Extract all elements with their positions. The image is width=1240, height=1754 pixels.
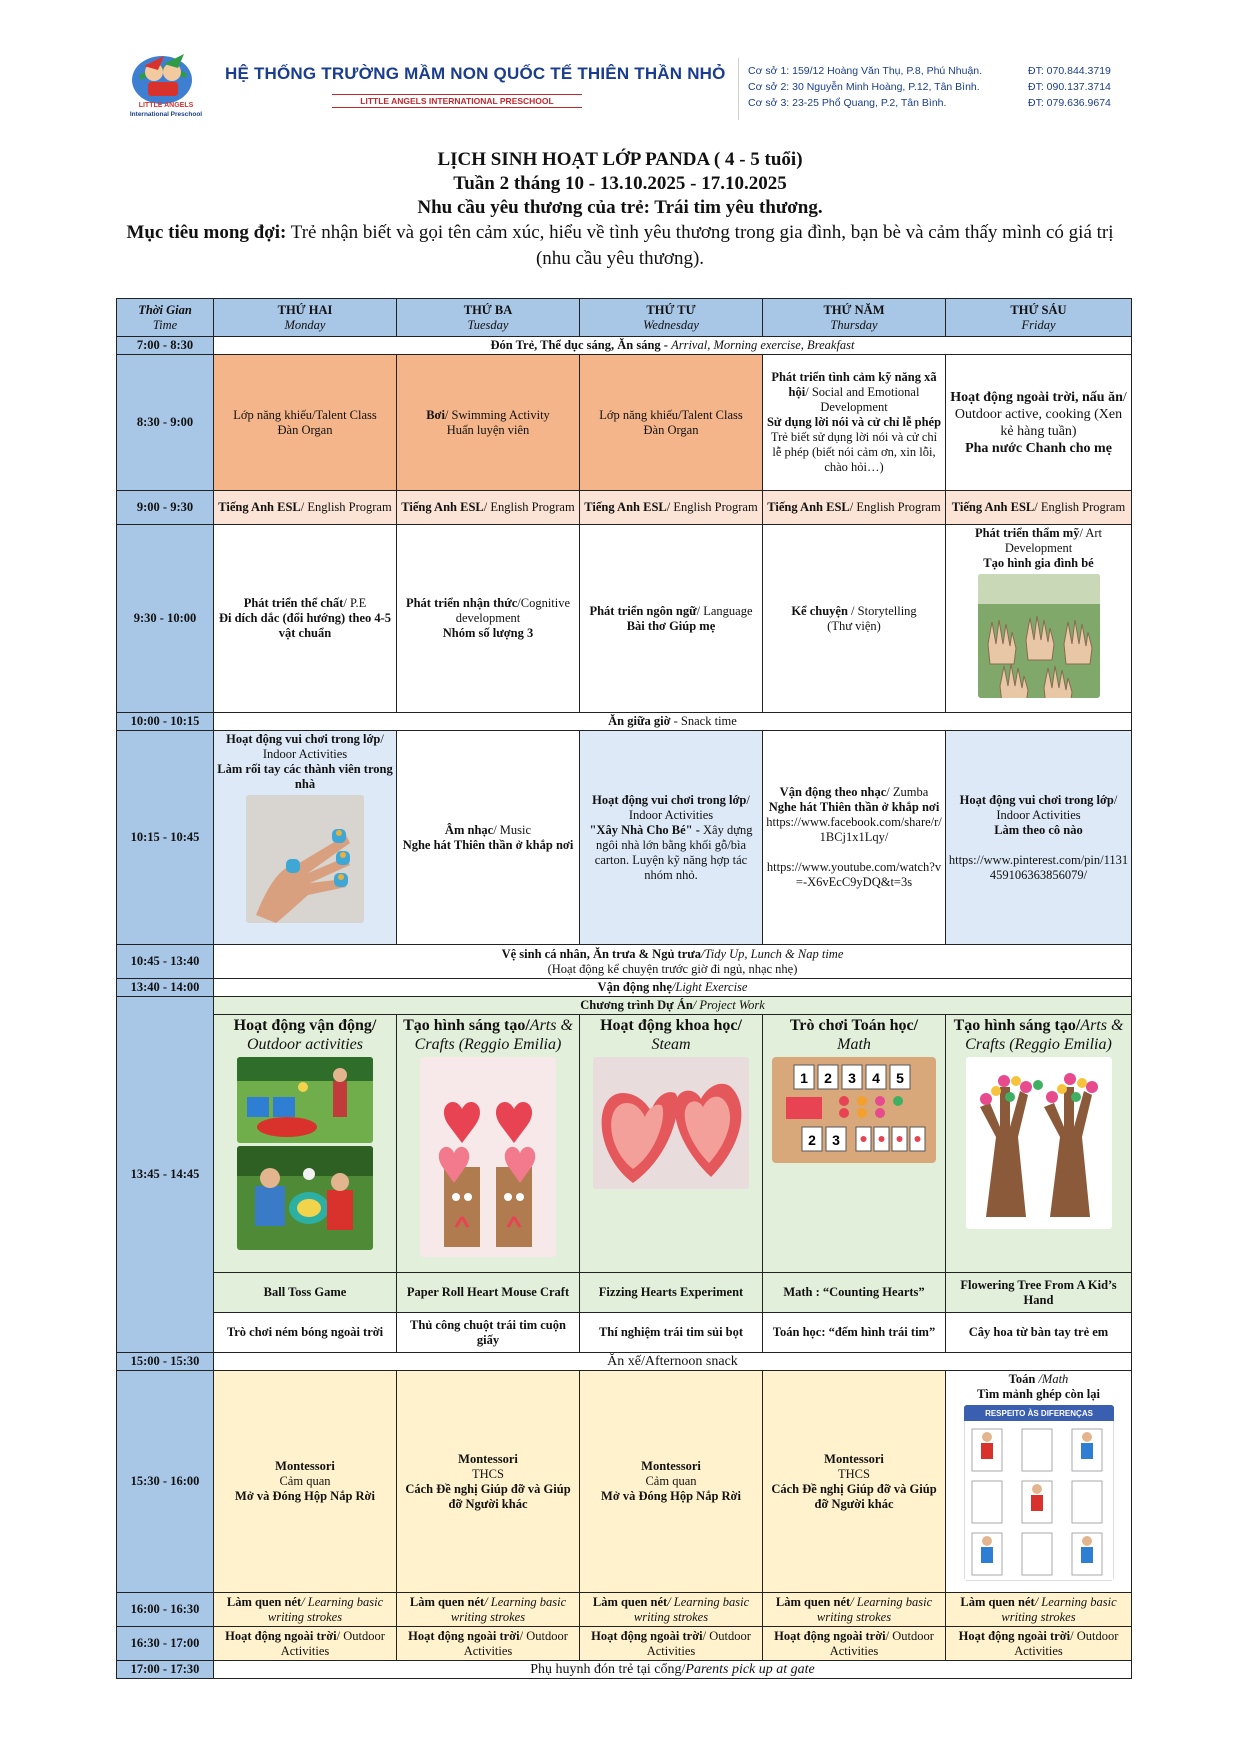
number-card-label: 2 — [824, 1070, 832, 1086]
dot — [879, 1136, 885, 1142]
family-hands-image — [978, 574, 1100, 698]
dot — [897, 1136, 903, 1142]
heart-token — [893, 1096, 903, 1106]
campus-phone: ĐT: 079.636.9674 — [1028, 97, 1111, 109]
row-outdoor — [117, 1627, 1132, 1661]
project-card-friday: Tạo hình sáng tạo/Arts & Crafts (Reggio Emilia) — [946, 1015, 1132, 1273]
day-header-thursday: THỨ NĂM Thursday — [763, 299, 946, 337]
heart-token — [857, 1108, 867, 1118]
time-cell: 10:45 - 13:40 — [117, 945, 214, 979]
theme-title: Nhu cầu yêu thương của trẻ: Trái tim yêu thương. — [417, 197, 823, 218]
snack-cell: Ăn giữa giờ - Snack time — [214, 713, 1132, 731]
outdoor-cell: Hoạt động ngoài trời/ Outdoor Activities — [946, 1627, 1132, 1661]
campus-address: Cơ sở 2: 30 Nguyễn Minh Hoàng, P.12, Tân Bình. — [748, 81, 980, 93]
goal-text — [110, 220, 1130, 272]
project-card-wednesday: Hoạt động khoa học/ Steam — [580, 1015, 763, 1273]
english-cell: Tiếng Anh ESL/ English Program — [946, 491, 1132, 525]
row-writing — [117, 1593, 1132, 1627]
talent-monday: Lớp năng khiếu/Talent Class Đàn Organ — [214, 355, 397, 491]
svg-text:International Preschool: International Preschool — [129, 111, 203, 118]
row-project-names-vi — [117, 1313, 1132, 1353]
time-cell: 9:00 - 9:30 — [117, 491, 214, 525]
project-name-vi: Thí nghiệm trái tim sủi bọt — [580, 1313, 763, 1353]
goal-label: Mục tiêu mong đợi: — [126, 222, 287, 243]
writing-cell: Làm quen nét/ Learning basic writing strokes — [763, 1593, 946, 1627]
week-title: Tuần 2 tháng 10 - 13.10.2025 - 17.10.2025 — [453, 173, 787, 194]
outdoor-cell: Hoạt động ngoài trời/ Outdoor Activities — [397, 1627, 580, 1661]
time-header: Thời Gian Time — [117, 299, 214, 337]
campus-2 — [748, 79, 1111, 95]
outdoor-cell: Hoạt động ngoài trời/ Outdoor Activities — [214, 1627, 397, 1661]
row-lunch — [117, 945, 1132, 979]
social-thursday: Phát triển tình cảm kỹ năng xã hội/ Social and Emotional Development Sử dụng lời nói và cử chỉ lễ phép Trẻ biết sử dụng lời nói và cử chỉ lễ phép (biết nói cảm ơn, xin lỗi, chào hỏi…) — [763, 355, 946, 491]
english-cell: Tiếng Anh ESL/ English Program — [214, 491, 397, 525]
day-header-friday: THỨ SÁU Friday — [946, 299, 1132, 337]
number-card-label: 2 — [808, 1132, 816, 1148]
cognitive-tuesday: Phát triển nhận thức/Cognitive development Nhóm số lượng 3 — [397, 525, 580, 713]
heart-token — [875, 1096, 885, 1106]
time-cell: 17:00 - 17:30 — [117, 1661, 214, 1679]
finger-puppet-image — [246, 795, 364, 923]
montessori-monday: Montessori Cảm quan Mở và Đóng Hộp Nắp Rời — [214, 1371, 397, 1593]
time-cell: 13:40 - 14:00 — [117, 979, 214, 997]
time-cell: 16:30 - 17:00 — [117, 1627, 214, 1661]
worksheet-title: RESPEITO ÀS DIFERENÇAS — [984, 1409, 1093, 1418]
outdoor-cell: Hoạt động ngoài trời/ Outdoor Activities — [763, 1627, 946, 1661]
number-card-label: 5 — [896, 1070, 904, 1086]
project-name-vi: Toán học: “đếm hình trái tim” — [763, 1313, 946, 1353]
day-header-tuesday: THỨ BA Tuesday — [397, 299, 580, 337]
writing-cell: Làm quen nét/ Learning basic writing strokes — [214, 1593, 397, 1627]
row-talent — [117, 355, 1132, 491]
time-cell: 15:00 - 15:30 — [117, 1353, 214, 1371]
row-english — [117, 491, 1132, 525]
number-card-label: 1 — [800, 1070, 808, 1086]
counting-hearts-image — [772, 1057, 936, 1163]
montessori-tuesday: Montessori THCS Cách Đề nghị Giúp đỡ và Giúp đỡ Người khác — [397, 1371, 580, 1593]
time-cell: 9:30 - 10:00 — [117, 525, 214, 713]
zumba-thursday: Vận động theo nhạc/ Zumba Nghe hát Thiên thần ở khắp nơi https://www.facebook.com/share/r/1BCj1x1Lqy/ https://www.youtube.com/watch?v=-X6vEcC9yDQ&t=3s — [763, 731, 946, 945]
puppet-monday: Hoạt động vui chơi trong lớp/ Indoor Activities Làm rối tay các thành viên trong nhà — [214, 731, 397, 945]
school-name: HỆ THỐNG TRƯỜNG MẦM NON QUỐC TẾ THIÊN THẦN NHỎ — [225, 64, 726, 83]
outdoor-cell: Hoạt động ngoài trời/ Outdoor Activities — [580, 1627, 763, 1661]
header-row — [117, 299, 1132, 337]
pickup-cell: Phụ huynh đón trẻ tại cổng/Parents pick up at gate — [214, 1661, 1132, 1679]
row-project-images — [117, 1015, 1132, 1273]
heart-token — [839, 1108, 849, 1118]
writing-cell: Làm quen nét/ Learning basic writing strokes — [397, 1593, 580, 1627]
writing-cell: Làm quen nét/ Learning basic writing strokes — [946, 1593, 1132, 1627]
heart-token — [857, 1096, 867, 1106]
campus-1 — [748, 63, 1111, 79]
ball-toss-image-2 — [237, 1146, 373, 1250]
flowering-tree-image — [966, 1057, 1112, 1229]
math-friday: Toán /Math Tìm mảnh ghép còn lại RESPEITO ÀS DIFERENÇAS — [946, 1371, 1132, 1593]
english-cell: Tiếng Anh ESL/ English Program — [397, 491, 580, 525]
project-name-en: Ball Toss Game — [214, 1273, 397, 1313]
project-card-monday: Hoạt động vận động/ Outdoor activities — [214, 1015, 397, 1273]
school-subtitle: LITTLE ANGELS INTERNATIONAL PRESCHOOL — [332, 94, 582, 108]
montessori-wednesday: Montessori Cảm quan Mở và Đóng Hộp Nắp Rời — [580, 1371, 763, 1593]
youtube-link[interactable]: https://www.youtube.com/watch?v=-X6vEcC9yDQ&t=3s — [766, 860, 942, 889]
time-cell: 16:00 - 16:30 — [117, 1593, 214, 1627]
heart-mouse-image — [420, 1057, 556, 1257]
project-name-en: Math : “Counting Hearts” — [763, 1273, 946, 1313]
afternoon-snack-cell: Ăn xế/Afternoon snack — [214, 1353, 1132, 1371]
campus-address: Cơ sở 3: 23-25 Phổ Quang, P.2, Tân Bình. — [748, 97, 947, 109]
english-cell: Tiếng Anh ESL/ English Program — [763, 491, 946, 525]
house-wednesday: Hoạt động vui chơi trong lớp/ Indoor Activities "Xây Nhà Cho Bé" - Xây dựng ngôi nhà lớn bằng khối gỗ/bìa carton. Luyện kỹ năng hợp tác nhóm nhỏ. — [580, 731, 763, 945]
time-cell: 13:45 - 14:45 — [117, 997, 214, 1353]
follow-friday: Hoạt động vui chơi trong lớp/ Indoor Activities Làm theo cô nào https://www.pinterest.com/pin/1131459106363856079/ — [946, 731, 1132, 945]
number-card-label: 3 — [832, 1132, 840, 1148]
campus-address: Cơ sở 1: 159/12 Hoàng Văn Thụ, P.8, Phú Nhuận. — [748, 65, 983, 77]
project-name-vi: Trò chơi ném bóng ngoài trời — [214, 1313, 397, 1353]
row-snack — [117, 713, 1132, 731]
campus-phone: ĐT: 070.844.3719 — [1028, 65, 1111, 77]
row-montessori — [117, 1371, 1132, 1593]
facebook-link[interactable]: https://www.facebook.com/share/r/1BCj1x1Lqy/ — [766, 815, 942, 844]
row-project-header — [117, 997, 1132, 1015]
art-friday: Phát triển thẩm mỹ/ Art Development Tạo hình gia đình bé — [946, 525, 1132, 713]
svg-text:LITTLE ANGELS: LITTLE ANGELS — [138, 102, 194, 109]
time-cell: 7:00 - 8:30 — [117, 337, 214, 355]
project-header: Chương trình Dự Án/ Project Work — [214, 997, 1132, 1015]
swim-tuesday: Bơi/ Swimming Activity Huấn luyện viên — [397, 355, 580, 491]
day-header-wednesday: THỨ TƯ Wednesday — [580, 299, 763, 337]
ball-toss-image-1 — [237, 1057, 373, 1143]
row-light-exercise — [117, 979, 1132, 997]
project-name-en: Paper Roll Heart Mouse Craft — [397, 1273, 580, 1313]
campus-3 — [748, 95, 1111, 111]
campus-phone: ĐT: 090.137.3714 — [1028, 81, 1111, 93]
row-indoor — [117, 731, 1132, 945]
day-header-monday: THỨ HAI Monday — [214, 299, 397, 337]
time-cell: 10:00 - 10:15 — [117, 713, 214, 731]
dot — [915, 1136, 921, 1142]
time-cell: 15:30 - 16:00 — [117, 1371, 214, 1593]
schedule-table — [116, 298, 1132, 1679]
dot — [861, 1136, 867, 1142]
music-tuesday: Âm nhạc/ Music Nghe hát Thiên thần ở khắp nơi — [397, 731, 580, 945]
page-title: LỊCH SINH HOẠT LỚP PANDA ( 4 - 5 tuổi) — [437, 149, 803, 170]
heart-token — [875, 1108, 885, 1118]
project-card-thursday: Trò chơi Toán học/ Math 1 2 3 4 5 2 3 — [763, 1015, 946, 1273]
number-card-label: 4 — [872, 1070, 880, 1086]
school-logo — [120, 42, 215, 120]
outdoor-friday: Hoạt động ngoài trời, nấu ăn/ Outdoor active, cooking (Xen kẻ hàng tuần) Pha nước Chanh cho mẹ — [946, 355, 1132, 491]
arrival-cell: Đón Trẻ, Thể dục sáng, Ăn sáng - Arrival, Morning exercise, Breakfast — [214, 337, 1132, 355]
schedule-titles — [110, 148, 1130, 272]
project-name-en: Flowering Tree From A Kid’s Hand — [946, 1273, 1132, 1313]
lunch-cell: Vệ sinh cá nhân, Ăn trưa & Ngủ trưa/Tidy Up, Lunch & Nap time (Hoạt động kể chuyện trước giờ đi ngủ, nhạc nhẹ) — [214, 945, 1132, 979]
talent-wednesday: Lớp năng khiếu/Talent Class Đàn Organ — [580, 355, 763, 491]
project-name-vi: Thủ công chuột trái tim cuộn giấy — [397, 1313, 580, 1353]
row-arrival — [117, 337, 1132, 355]
writing-cell: Làm quen nét/ Learning basic writing strokes — [580, 1593, 763, 1627]
row-pickup — [117, 1661, 1132, 1679]
pinterest-link[interactable]: https://www.pinterest.com/pin/1131459106363856079/ — [948, 852, 1129, 882]
puzzle-worksheet-image — [964, 1405, 1114, 1581]
project-name-vi: Cây hoa từ bàn tay trẻ em — [946, 1313, 1132, 1353]
montessori-thursday: Montessori THCS Cách Đề nghị Giúp đỡ và Giúp đỡ Người khác — [763, 1371, 946, 1593]
row-afternoon-snack — [117, 1353, 1132, 1371]
school-header — [120, 40, 1130, 120]
project-name-en: Fizzing Hearts Experiment — [580, 1273, 763, 1313]
time-cell: 10:15 - 10:45 — [117, 731, 214, 945]
heart-token — [839, 1096, 849, 1106]
language-wednesday: Phát triển ngôn ngữ/ Language Bài thơ Giúp mẹ — [580, 525, 763, 713]
row-project-names-en — [117, 1273, 1132, 1313]
goal-body: Trẻ nhận biết và gọi tên cảm xúc, hiểu về tình yêu thương trong gia đình, bạn bè và cảm thấy mình có giá trị (nhu cầu yêu thương). — [286, 222, 1114, 269]
campus-list — [748, 63, 1111, 111]
english-cell: Tiếng Anh ESL/ English Program — [580, 491, 763, 525]
light-exercise-cell: Vận động nhẹ/Light Exercise — [214, 979, 1132, 997]
header-divider — [738, 58, 739, 120]
number-card-label: 3 — [848, 1070, 856, 1086]
heart-tray — [786, 1097, 822, 1119]
story-thursday: Kể chuyện / Storytelling (Thư viện) — [763, 525, 946, 713]
time-cell: 8:30 - 9:00 — [117, 355, 214, 491]
row-development — [117, 525, 1132, 713]
pe-monday: Phát triển thể chất/ P.E Đi dích dắc (đổi hướng) theo 4-5 vật chuẩn — [214, 525, 397, 713]
project-card-tuesday: Tạo hình sáng tạo/Arts & Crafts (Reggio Emilia) — [397, 1015, 580, 1273]
fizzing-hearts-image — [593, 1057, 749, 1189]
